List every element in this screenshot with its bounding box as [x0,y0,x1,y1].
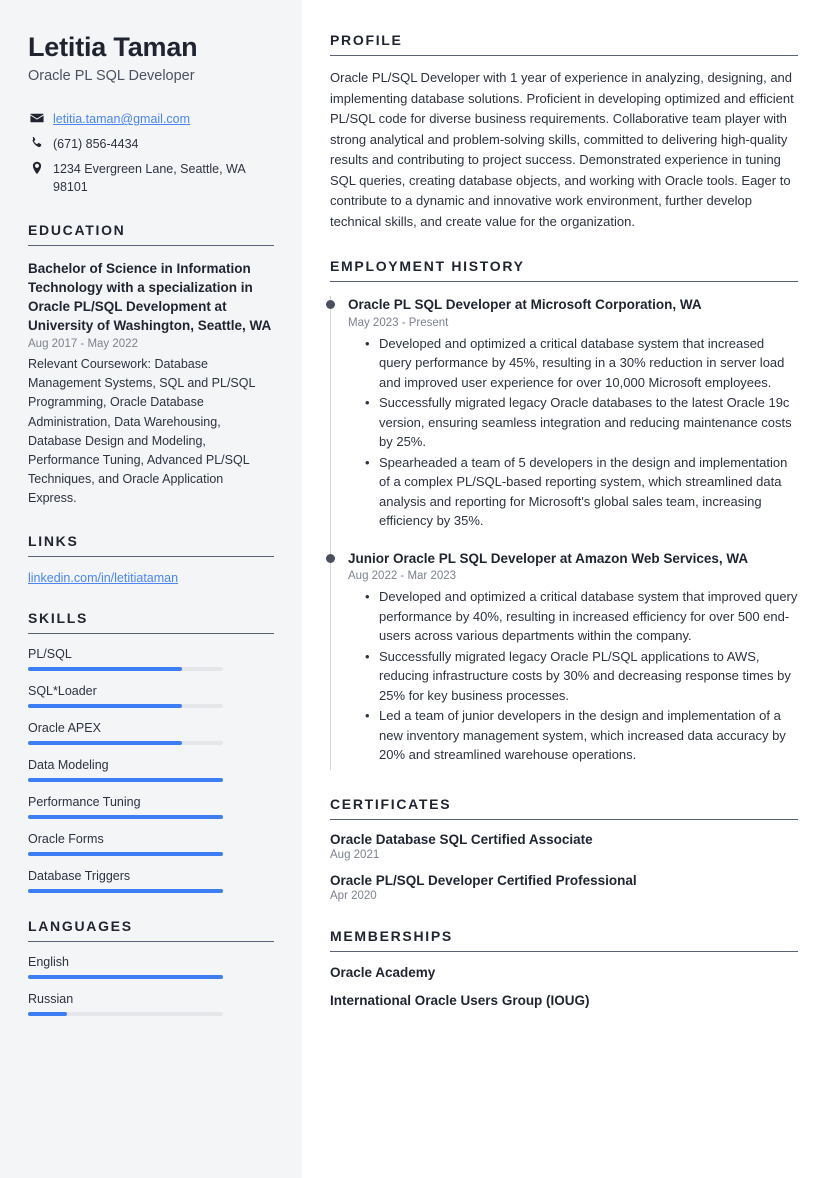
skill-item [28,795,274,819]
language-bar-track [28,1012,223,1016]
skill-item [28,758,274,782]
skill-bar-track [28,741,223,745]
certificate-item [330,873,798,902]
education-degree: Bachelor of Science in Information Technology with a specialization in Oracle PL/SQL Development at University of Washington, Seattle, WA [28,260,272,334]
job-bullets [348,587,798,765]
skill-bar-fill [28,741,182,745]
envelope-icon [28,110,46,125]
skill-bar-track [28,704,223,708]
memberships-heading: MEMBERSHIPS [330,928,798,952]
links-section [28,533,274,585]
language-item [28,992,274,1016]
language-label: English [28,955,69,970]
language-bar-track [28,975,223,979]
certificates-heading: CERTIFICATES [330,796,798,820]
sidebar [0,0,302,1178]
skill-bar-track [28,889,223,893]
skill-bar-fill [28,815,223,819]
employment-timeline [330,296,798,770]
linkedin-link[interactable]: linkedin.com/in/letitiataman [28,571,179,586]
membership-item: International Oracle Users Group (IOUG) [330,992,590,1008]
certificates-section [330,796,798,902]
job-bullet: • Successfully migrated legacy Oracle PL/SQL applications to AWS, reducing infrastructure costs by 30% and decreasing response times by 25% for key business processes. [379,647,798,706]
certificate-date: Apr 2020 [330,889,377,902]
skills-section [28,610,274,893]
skill-label: Oracle APEX [28,721,101,736]
certificate-title: Oracle Database SQL Certified Associate [330,831,593,847]
job-date: May 2023 - Present [348,316,449,329]
skill-bar-track [28,667,223,671]
skills-heading: SKILLS [28,610,274,634]
skill-label: Oracle Forms [28,832,104,847]
timeline-dot-icon [326,300,335,309]
skill-bar-track [28,852,223,856]
contact-item-email [28,110,274,128]
contact-item-phone [28,135,274,153]
employment-section [330,258,798,770]
job-bullet: • Successfully migrated legacy Oracle databases to the latest Oracle 19c version, ensuring seamless integration and reducing maintenance costs by 25%. [379,393,798,452]
education-date: Aug 2017 - May 2022 [28,338,138,351]
skill-bar-fill [28,889,223,893]
certificate-item [330,832,798,861]
skill-label: Data Modeling [28,758,109,773]
profile-heading: PROFILE [330,32,798,56]
phone-text: (671) 856-4434 [53,137,139,152]
job-bullet: • Developed and optimized a critical database system that increased query performance by 45%, resulting in a 30% reduction in server load and improved user experience for over 10,000 Microsoft employees. [379,334,798,393]
languages-heading: LANGUAGES [28,918,274,942]
email-text[interactable]: letitia.taman@gmail.com [53,112,191,127]
membership-item: Oracle Academy [330,964,436,980]
skill-label: Database Triggers [28,869,131,884]
certificate-date: Aug 2021 [330,848,380,861]
skill-label: PL/SQL [28,647,72,662]
profile-section [330,32,798,232]
phone-icon [28,135,46,150]
job-bullet: • Led a team of junior developers in the design and implementation of a new inventory management system, which increased data accuracy by 20% and streamlined warehouse operations. [379,706,798,765]
job-bullets [348,334,798,531]
profile-text: Oracle PL/SQL Developer with 1 year of experience in analyzing, designing, and implementing database solutions. Proficient in developing optimized and efficient PL/SQL code for diverse business requirements. Collaborative team player with strong analytical and problem-solving skills, committed to delivering high-quality results and contributing to project success. Demonstrated experience in tuning SQL queries, creating database objects, and working with Oracle tools. Eager to contribute to a dynamic and innovative work environment, further develop technical skills, and create value for the organization. [330,70,794,229]
timeline-dot-icon [326,554,335,563]
map-pin-icon [28,160,46,175]
skill-bar-track [28,778,223,782]
link-item[interactable] [28,571,274,585]
main-content [302,0,833,1178]
education-heading: EDUCATION [28,222,274,246]
links-heading: LINKS [28,533,274,557]
skill-item [28,832,274,856]
job-bullet: • Spearheaded a team of 5 developers in the design and implementation of a complex PL/SQL-based reporting system, which streamlined data analysis and reporting for Microsoft's global sales team, increasing efficiency by 35%. [379,453,798,531]
skill-item [28,869,274,893]
language-label: Russian [28,992,74,1007]
language-item [28,955,274,979]
skill-item [28,684,274,708]
candidate-job-title: Oracle PL SQL Developer [28,68,195,85]
language-bar-fill [28,975,223,979]
address-text: 1234 Evergreen Lane, Seattle, WA 98101 [53,162,246,195]
education-section [28,222,274,509]
job-date: Aug 2022 - Mar 2023 [348,570,457,583]
job-role: Oracle PL SQL Developer at Microsoft Corporation, WA [348,297,702,313]
languages-section [28,918,274,1016]
job-entry [348,550,798,770]
memberships-section [330,928,798,1008]
skill-label: SQL*Loader [28,684,97,699]
contact-list [28,110,274,197]
employment-heading: EMPLOYMENT HISTORY [330,258,798,282]
skill-bar-fill [28,704,182,708]
candidate-name: Letitia Taman [28,32,198,62]
skill-item [28,647,274,671]
skill-bar-fill [28,852,223,856]
skill-bar-track [28,815,223,819]
job-bullet: • Developed and optimized a critical database system that improved query performance by 40%, resulting in increased efficiency for over 500 end-users across various departments within the company. [379,587,798,646]
skill-bar-fill [28,667,182,671]
education-description: Relevant Coursework: Database Management Systems, SQL and PL/SQL Programming, Oracle Database Administration, Data Warehousing, Database Design and Modeling, Performance Tuning, Advanced PL/SQL Techniques, and Oracle Application Express. [28,357,255,506]
skill-label: Performance Tuning [28,795,141,810]
language-bar-fill [28,1012,67,1016]
skill-item [28,721,274,745]
contact-item-address [28,160,274,196]
job-entry [348,296,798,536]
skill-bar-fill [28,778,223,782]
job-role: Junior Oracle PL SQL Developer at Amazon Web Services, WA [348,550,749,566]
certificate-title: Oracle PL/SQL Developer Certified Professional [330,872,637,888]
